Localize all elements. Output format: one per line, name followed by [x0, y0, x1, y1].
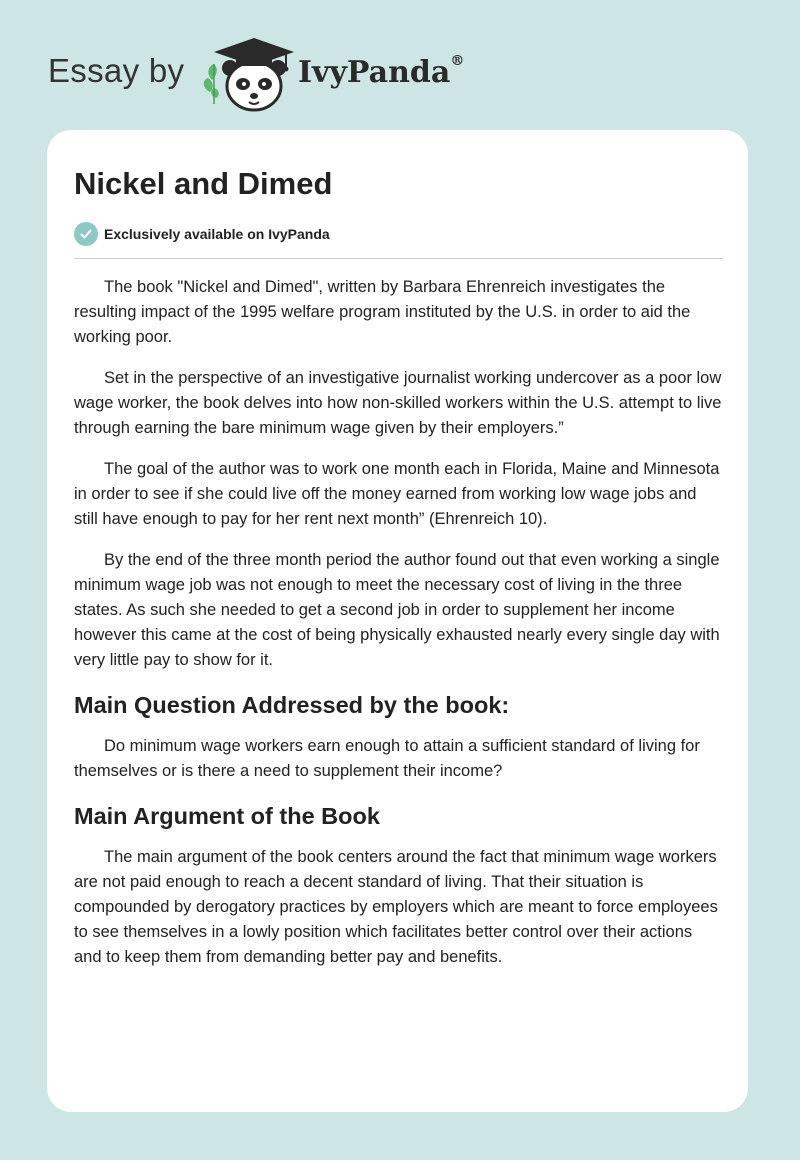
brand-name: IvyPanda® [298, 53, 465, 90]
section-heading: Main Argument of the Book [74, 803, 380, 829]
essay-card [47, 130, 748, 1112]
divider [74, 258, 723, 259]
panda-head-icon [222, 60, 286, 110]
section-heading: Main Question Addressed by the book: [74, 692, 510, 718]
ivy-leaf-icon [204, 64, 219, 104]
paragraph: Do minimum wage workers earn enough to attain a sufficient standard of living for themselves or is there a need to supplement their income? [74, 737, 700, 780]
paragraph: The main argument of the book centers around the fact that minimum wage workers are not paid enough to reach a decent standard of living. That their situation is compounded by derogatory practices by employers which are meant to force employees to see themselves in a lowly position which facilitates better control over their actions and to keep them from demanding better pay and benefits. [74, 848, 718, 966]
exclusive-badge [74, 220, 723, 248]
paragraph: The book "Nickel and Dimed", written by Barbara Ehrenreich investigates the resulting impact of the 1995 welfare program instituted by the U.S. in order to aid the working poor. [74, 278, 691, 346]
essay-content [74, 164, 723, 970]
registered-mark: ® [450, 53, 465, 69]
checkmark-icon [74, 222, 98, 246]
essay-title: Nickel and Dimed [74, 166, 333, 201]
brand-header[interactable] [48, 30, 508, 120]
paragraph: The goal of the author was to work one month each in Florida, Maine and Minnesota in order to see if she could live off the money earned from working low wage jobs and still have enough to pay for her rent next month” (Ehrenreich 10). [74, 460, 720, 528]
panda-graduate-logo [200, 34, 296, 114]
badge-label: Exclusively available on IvyPanda [104, 226, 330, 242]
paragraph: By the end of the three month period the author found out that even working a single minimum wage job was not enough to meet the necessary cost of living in the three states. As such she needed to get a second job in order to supplement her income however this came at the cost of being physically exhausted nearly every single day with very little pay to show for it. [74, 551, 720, 669]
brand-prefix: Essay by [48, 52, 185, 89]
paragraph: Set in the perspective of an investigative journalist working undercover as a poor low wage worker, the book delves into how non-skilled workers within the U.S. attempt to live through earning the bare minimum wage given by their employers.” [74, 369, 722, 437]
